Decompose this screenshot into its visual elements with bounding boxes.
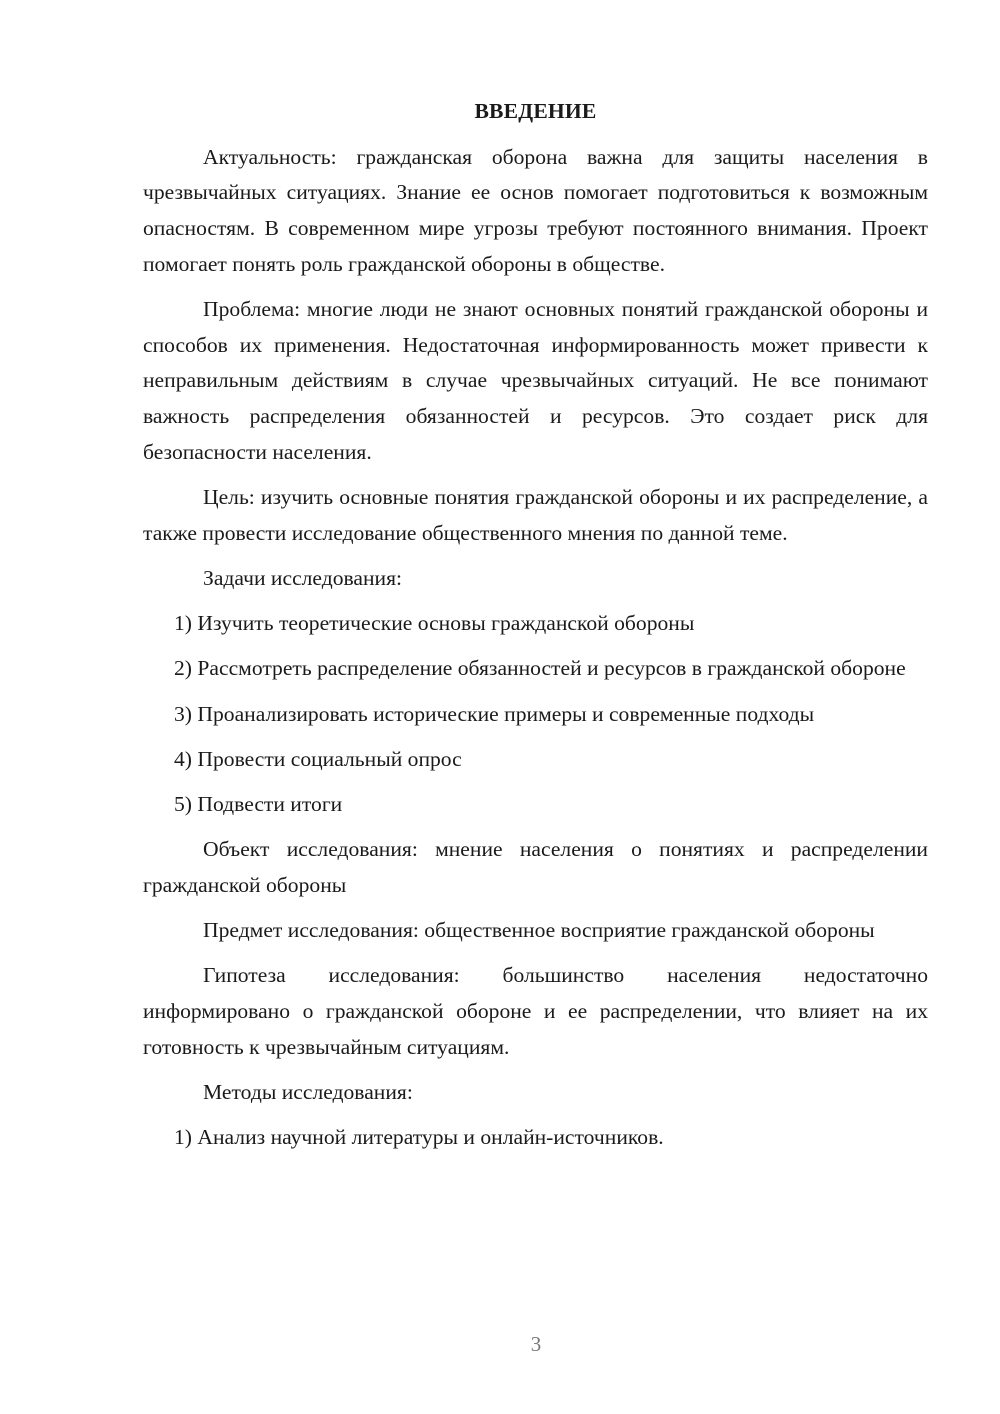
page-number: 3 [530, 1332, 542, 1356]
problem-paragraph: Проблема: многие люди не знают основных понятий гражданской обороны и способов их применения. Недостаточная информированность может привести к неправильным действиям в случае чрезвычайных ситуаций. Не все понимают важность распределения обязанностей и ресурсов. Это создает риск для безопасности населения. [143, 297, 928, 464]
subject-paragraph: Предмет исследования: общественное восприятие гражданской обороны [203, 918, 875, 943]
methods-heading: Методы исследования: [203, 1079, 413, 1104]
section-title: ВВЕДЕНИЕ [474, 99, 597, 123]
method-item-1: 1) Анализ научной литературы и онлайн-источников. [174, 1125, 664, 1150]
task-item-2: 2) Рассмотреть распределение обязанностей и ресурсов в гражданской обороне [174, 656, 906, 681]
object-paragraph: Объект исследования: мнение населения о понятиях и распределении гражданской обороны [143, 837, 928, 897]
relevance-paragraph: Актуальность: гражданская оборона важна для защиты населения в чрезвычайных ситуациях. Знание ее основ помогает подготовиться к возможным опасностям. В современном мире угрозы требуют постоянного внимания. Проект помогает понять роль гражданской обороны в обществе. [143, 144, 928, 276]
hypothesis-paragraph: Гипотеза исследования: большинство населения недостаточно информировано о гражданской обороне и ее распределении, что влияет на их готовность к чрезвычайным ситуациям. [143, 963, 928, 1059]
document-page [143, 94, 928, 1165]
task-item-4: 4) Провести социальный опрос [174, 746, 462, 771]
task-item-1: 1) Изучить теоретические основы гражданской обороны [174, 611, 695, 636]
task-item-3: 3) Проанализировать исторические примеры и современные подходы [174, 701, 815, 726]
goal-paragraph: Цель: изучить основные понятия гражданской обороны и их распределение, а также провести исследование общественного мнения по данной теме. [143, 485, 928, 545]
task-item-5: 5) Подвести итоги [174, 791, 343, 816]
tasks-heading: Задачи исследования: [203, 565, 403, 590]
